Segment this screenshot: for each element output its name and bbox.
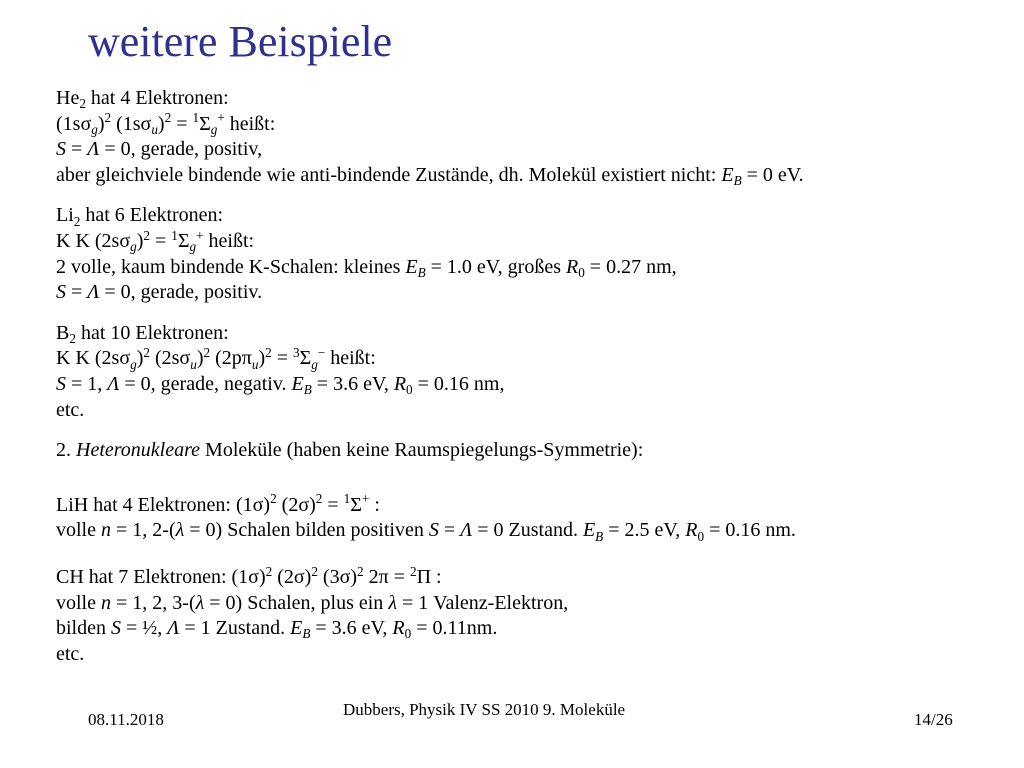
line-li2-header: $Li_2$ hat 6 Elektronen:	[56, 204, 224, 229]
paragraph-b2	[56, 321, 986, 423]
line-b2-config: K K $(2s\sigma_g)^2$ $(2s\sigma_u)^2$ $(2p\pi_u)^2 = ^3\Sigma_g^-$ heißt:	[56, 345, 376, 372]
paragraph-gap	[56, 430, 986, 438]
footer-date: 08.11.2018	[88, 710, 164, 729]
line-li2-quantum-numbers: S = Λ = 0, gerade, positiv.	[56, 281, 263, 304]
paragraph-gap	[56, 195, 986, 203]
line-heteronuclear-heading: 2. Heteronukleare Moleküle (haben keine Raumspiegelungs-Symmetrie):	[56, 439, 644, 462]
line-lih-note: volle n = 1, 2-(λ = 0) Schalen bilden positiven S = Λ = 0 Zustand. $E_B = 2.5$ eV, $R_0 = 0.16$ nm.	[56, 519, 796, 544]
line-he2-note: aber gleichviele bindende wie anti-bindende Zustände, dh. Molekül existiert nicht: $E_B = 0$ eV.	[56, 163, 804, 188]
slide-title: weitere Beispiele	[88, 17, 393, 66]
line-ch-etc: etc.	[56, 642, 85, 665]
paragraph-heteronuclear	[56, 438, 986, 464]
paragraph-gap	[56, 471, 986, 493]
slide-body	[56, 86, 986, 674]
line-b2-etc: etc.	[56, 398, 85, 421]
footer-course-title: Dubbers, Physik IV SS 2010 9. Moleküle	[343, 700, 626, 719]
paragraph-he2	[56, 86, 986, 188]
footer-page-number: 14/26	[914, 710, 953, 729]
paragraph-li2	[56, 203, 986, 305]
paragraph-gap	[56, 313, 986, 321]
line-li2-energy: 2 volle, kaum bindende K-Schalen: kleines $E_B = 1.0$ eV, großes $R_0 = 0.27$ nm,	[56, 255, 677, 280]
line-b2-header: $B_2$ hat 10 Elektronen:	[56, 321, 229, 346]
line-lih-header: LiH hat 4 Elektronen: $(1\sigma)^2$ $(2\sigma)^2 = ^1\Sigma^+$ :	[56, 491, 380, 516]
line-li2-config: K K $(2s\sigma_g)^2 = ^1\Sigma_g^+$ heißt:	[56, 227, 255, 255]
line-ch-header: CH hat 7 Elektronen: $(1\sigma)^2$ $(2\sigma)^2$ $(3\sigma)^2$ 2π = $^2$Π :	[56, 563, 442, 588]
paragraph-gap	[56, 551, 986, 565]
paragraph-ch	[56, 565, 986, 667]
line-he2-header: $He_2$ hat 4 Elektronen:	[56, 87, 229, 112]
line-b2-values: S = 1, Λ = 0, gerade, negativ. $E_B = 3.6$ eV, $R_0 = 0.16$ nm,	[56, 372, 505, 398]
paragraph-lih	[56, 493, 986, 544]
line-he2-quantum-numbers: S = Λ = 0, gerade, positiv,	[56, 138, 263, 161]
line-he2-config: $(1s\sigma_g)^2$ $(1s\sigma_u)^2 = ^1\Sigma_g^+$ heißt:	[56, 110, 276, 137]
line-ch-shells: volle n = 1, 2, 3-(λ = 0) Schalen, plus ein λ = 1 Valenz-Elektron,	[56, 591, 569, 614]
line-ch-values: bilden S = ½, Λ = 1 Zustand. $E_B = 3.6$ eV, $R_0 = 0.11nm$.	[56, 617, 498, 642]
